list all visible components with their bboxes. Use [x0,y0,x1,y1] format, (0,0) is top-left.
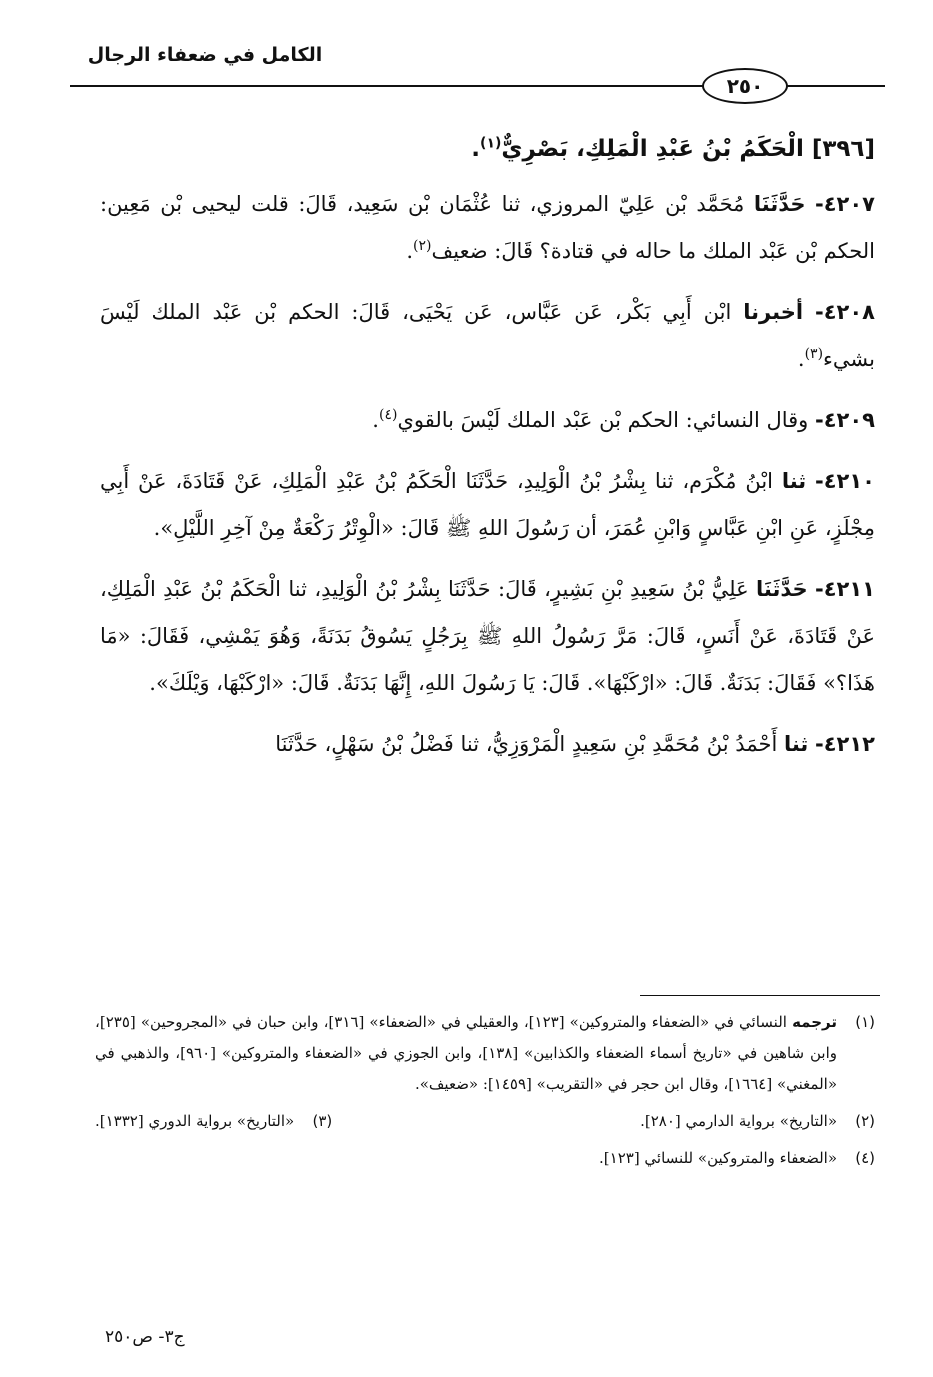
narration-4211 [100,566,875,707]
narration-4207 [100,181,875,275]
narration-keyword: أخبرنا [743,300,804,324]
footnote-text: النسائي في «الضعفاء والمتروكين» [١٢٣]، والعقيلي في «الضعفاء» [٣١٦]، وابن حبان في «المجروحين» [٢٣٥]، وابن شاهين في «تاريخ أسماء الضعفاء والكذابين» [١٣٨]، وابن الجوزي في «الضعفاء والمتروكين» [٩٦٠]، والذهبي في «المغني» [١٦٦٤]، وقال ابن حجر في «التقريب» [١٤٥٩]: «ضعيف». [95,1013,837,1093]
narration-4208 [100,289,875,383]
narration-keyword: حَدَّثَنَا [753,192,806,216]
footnote-number: (٣) [312,1112,333,1130]
footnote-ref-4: (٤) [378,407,398,423]
narration-keyword: ثنا [783,732,809,756]
narration-number: ٤٢٠٩- [815,408,875,432]
narration-number: ٤٢١١- [814,577,875,601]
footnote-1 [95,1007,875,1100]
page-footer: ج٣- ص٢٥٠ [105,1327,185,1347]
footnote-separator [640,995,880,996]
footnote-2 [640,1106,875,1137]
footnote-ref-1: (١) [480,135,502,152]
footnote-text: «الضعفاء والمتروكين» للنسائي [١٢٣]. [599,1149,837,1167]
footnote-row-2-3 [95,1106,875,1137]
entry-heading [100,125,875,173]
narration-text: عَلِيُّ بْنُ سَعِيدِ بْنِ بَشِيرٍ، قَالَ: حَدَّثَنَا بِشْرُ بْنُ الْوَلِيدِ، ثنا الْحَكَمُ بْنُ عَبْدِ الْمَلِكِ، عَنْ قَتَادَةَ، عَنْ أَنَسٍ، قَالَ: مَرَّ رَسُولُ اللهِ ﷺ بِرَجُلٍ يَسُوقُ بَدَنَةً، وَهُوَ يَمْشِي، فَقَالَ: «مَا هَذَا؟» فَقَالَ: بَدَنَةٌ. قَالَ: «ارْكَبْهَا». قَالَ: يَا رَسُولَ اللهِ، إِنَّهَا بَدَنَةٌ. قَالَ: «ارْكَبْهَا، وَيْلَكَ». [100,577,875,695]
narration-text: وقال النسائي: الحكم بْن عَبْد الملك لَيْسَ بالقوي [397,408,809,432]
narration-4209 [100,397,875,444]
footnote-4 [95,1143,875,1174]
narration-keyword: حَدَّثَنَا [756,577,808,601]
narration-4210 [100,458,875,552]
narration-4212 [100,721,875,768]
narration-text: مُحَمَّد بْن عَلِيّ المروزي، ثنا عُثْمَان بْن سَعِيد، قَالَ: قلت ليحيى بْن مَعِين: الحكم بْن عَبْد الملك ما حاله في قتادة؟ قَالَ: ضعيف [100,192,875,263]
narration-text: أَحْمَدُ بْنُ مُحَمَّدِ بْنِ سَعِيدٍ الْمَرْوَزِيُّ، ثنا فَضْلُ بْنُ سَهْلٍ، حَدَّثَنَا [275,732,778,756]
footnote-number: (١) [855,1013,875,1031]
narration-number: ٤٢٠٨- [815,300,875,324]
narration-keyword: ثنا [781,469,807,493]
footnote-number: (٤) [855,1149,875,1167]
page-number-badge [702,68,788,104]
footnote-ref-2: (٢) [413,238,432,254]
main-text [100,125,875,782]
footnote-3 [95,1106,332,1137]
footnote-text: «التاريخ» برواية الدوري [١٣٣٢]. [95,1112,295,1130]
narration-number: ٤٢١٢- [815,732,875,756]
narration-end: . [372,408,379,432]
entry-heading-end: . [471,136,481,162]
narration-text: ابْن أَبِي بَكْر، عَن عَبَّاس، عَن يَحْيَى، قَالَ: الحكم بْن عَبْد الملك لَيْسَ بشيء [100,300,875,371]
narration-number: ٤٢٠٧- [814,192,875,216]
entry-heading-text: [٣٩٦] الْحَكَمُ بْنُ عَبْدِ الْمَلِكِ، بَصْرِيٌّ [501,136,875,162]
footnote-ref-3: (٣) [804,346,824,362]
footnote-text: «التاريخ» برواية الدارمي [٢٨٠]. [640,1112,837,1130]
footnote-keyword: ترجمه [792,1013,837,1031]
narration-end: . [797,347,805,371]
running-header-title: الكامل في ضعفاء الرجال [87,44,323,66]
page-number: ٢٥٠ [726,74,764,98]
narration-number: ٤٢١٠- [814,469,875,493]
narration-end: . [406,239,414,263]
narration-text: ابْنُ مُكْرَم، ثنا بِشْرُ بْنُ الْوَلِيدِ، حَدَّثَنَا الْحَكَمُ بْنُ عَبْدِ الْمَلِكِ، عَنْ قَتَادَةَ، عَنْ أَبِي مِجْلَزٍ، عَنِ ابْنِ عَبَّاسٍ وَابْنِ عُمَرَ، أن رَسُولَ اللهِ ﷺ قَالَ: «الْوِتْرُ رَكْعَةٌ مِنْ آخِرِ اللَّيْلِ». [100,469,875,540]
footnotes [95,1007,875,1180]
footnote-number: (٢) [855,1112,875,1130]
